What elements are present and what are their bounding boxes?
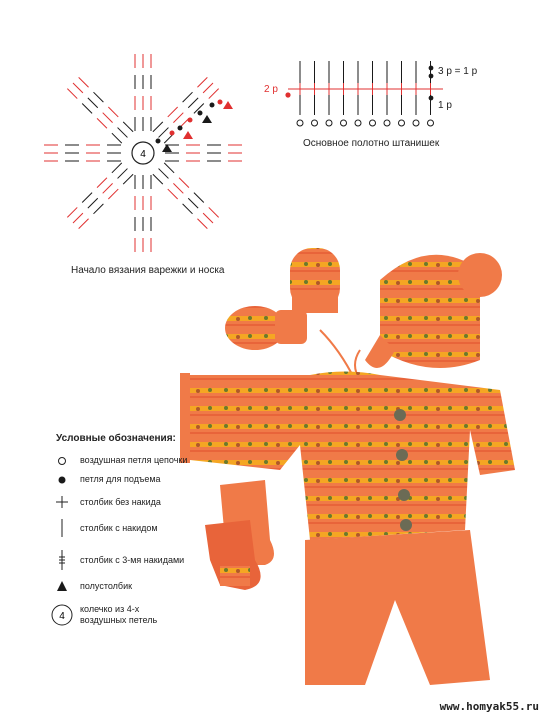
spoke-stitch bbox=[97, 178, 107, 188]
ring-line-2: воздушных петель bbox=[80, 615, 158, 625]
spoke-stitch bbox=[94, 204, 104, 214]
legend-item-double-crochet: столбик с накидом bbox=[50, 518, 158, 538]
spoke-stitch bbox=[112, 133, 122, 143]
vertical-line-icon bbox=[50, 518, 74, 538]
spoke-stitch bbox=[123, 122, 133, 132]
spoke-stitch bbox=[183, 92, 193, 102]
filled-dot-icon bbox=[50, 475, 74, 485]
spoke-stitch bbox=[164, 163, 174, 173]
chain-stitch-circle bbox=[428, 120, 434, 126]
spoke-stitch bbox=[194, 193, 204, 203]
mitten-start-diagram bbox=[30, 40, 260, 260]
spoke-stitch bbox=[88, 198, 98, 208]
spoke-stitch bbox=[159, 169, 169, 179]
spoke-stitch bbox=[209, 89, 219, 99]
legend-item-turning-loop: петля для подъема bbox=[50, 474, 161, 485]
spoke-stitch bbox=[82, 104, 92, 114]
legend-item-triple-crochet: столбик с 3-мя накидами bbox=[50, 549, 184, 571]
pants-row3-label: 3 р = 1 р bbox=[438, 66, 478, 77]
spoke-stitch bbox=[203, 213, 213, 223]
spoke-stitch bbox=[79, 219, 89, 229]
spoke-stitch bbox=[188, 198, 198, 208]
spoke-stitch bbox=[103, 183, 113, 193]
triple-crossed-line-icon bbox=[50, 549, 74, 571]
spoke-stitch bbox=[79, 77, 89, 87]
spoke-stitch bbox=[197, 77, 207, 87]
chain-stitch-circle bbox=[370, 120, 376, 126]
hat-pompom bbox=[458, 253, 502, 297]
spoke-stitch bbox=[153, 174, 163, 184]
spoke-stitch bbox=[67, 207, 77, 217]
chain-stitch-circle bbox=[326, 120, 332, 126]
spoke-stitch bbox=[209, 207, 219, 217]
mitten-diagram-caption: Начало вязания варежки и носка bbox=[71, 265, 225, 276]
spoke-stitch bbox=[88, 98, 98, 108]
chain-stitch-circle bbox=[413, 120, 419, 126]
pants-row2-label: 2 р bbox=[264, 84, 278, 95]
spoke-stitch bbox=[168, 107, 178, 117]
row2-start-dot bbox=[285, 92, 290, 97]
chain-stitch-circle bbox=[384, 120, 390, 126]
spoke-stitch bbox=[197, 219, 207, 229]
spoke-stitch bbox=[103, 113, 113, 123]
spoke-stitch bbox=[108, 189, 118, 199]
spoke-stitch bbox=[179, 178, 189, 188]
spoke-stitch bbox=[118, 128, 128, 138]
legend-item-single-crochet: столбик без накида bbox=[50, 495, 161, 509]
legend-item-ring bbox=[50, 603, 157, 627]
spoke-stitch bbox=[108, 107, 118, 117]
watermark: www.homyak55.ru bbox=[439, 700, 539, 713]
filled-triangle-icon bbox=[50, 580, 74, 592]
spoke-stitch bbox=[173, 113, 183, 123]
legend-item-chain-stitch: воздушная петля цепочки bbox=[50, 455, 187, 466]
chain-stitch-circle bbox=[399, 120, 405, 126]
spoke-stitch bbox=[97, 118, 107, 128]
spoke-stitch bbox=[203, 83, 213, 93]
pants-diagram-caption: Основное полотно штанишек bbox=[303, 138, 440, 149]
spoke-stitch bbox=[94, 92, 104, 102]
legend-title: Условные обозначения: bbox=[56, 433, 176, 444]
spoke-stitch bbox=[188, 98, 198, 108]
spoke-stitch bbox=[153, 122, 163, 132]
spoke-stitch bbox=[73, 213, 83, 223]
ring-4-icon bbox=[50, 603, 74, 627]
spoke-stitch bbox=[118, 169, 128, 179]
spoke-stitch bbox=[73, 83, 83, 93]
spoke-stitch bbox=[82, 193, 92, 203]
spoke-stitch bbox=[123, 174, 133, 184]
legend-item-half-double: полустолбик bbox=[50, 580, 132, 592]
plus-cross-icon bbox=[50, 495, 74, 509]
row-start-markers bbox=[156, 100, 234, 153]
pants-columns bbox=[296, 61, 435, 126]
chain-stitch-circle bbox=[341, 120, 347, 126]
spoke-stitch bbox=[159, 128, 169, 138]
svg-text:4: 4 bbox=[59, 611, 65, 622]
chain-stitch-circle bbox=[355, 120, 361, 126]
open-circle-icon bbox=[50, 456, 74, 466]
spoke-stitch bbox=[173, 183, 183, 193]
chain-stitch-circle bbox=[297, 120, 303, 126]
knitted-set-photo bbox=[180, 240, 525, 695]
spoke-stitch bbox=[112, 163, 122, 173]
spoke-stitch bbox=[183, 204, 193, 214]
chain-stitch-circle bbox=[312, 120, 318, 126]
pants bbox=[305, 530, 490, 685]
spoke-stitch bbox=[67, 89, 77, 99]
ring-line-1: колечко из 4-х bbox=[80, 604, 140, 614]
spoke-stitch bbox=[168, 189, 178, 199]
center-ring-label: 4 bbox=[140, 149, 146, 160]
pants-row1-label: 1 р bbox=[438, 100, 452, 111]
